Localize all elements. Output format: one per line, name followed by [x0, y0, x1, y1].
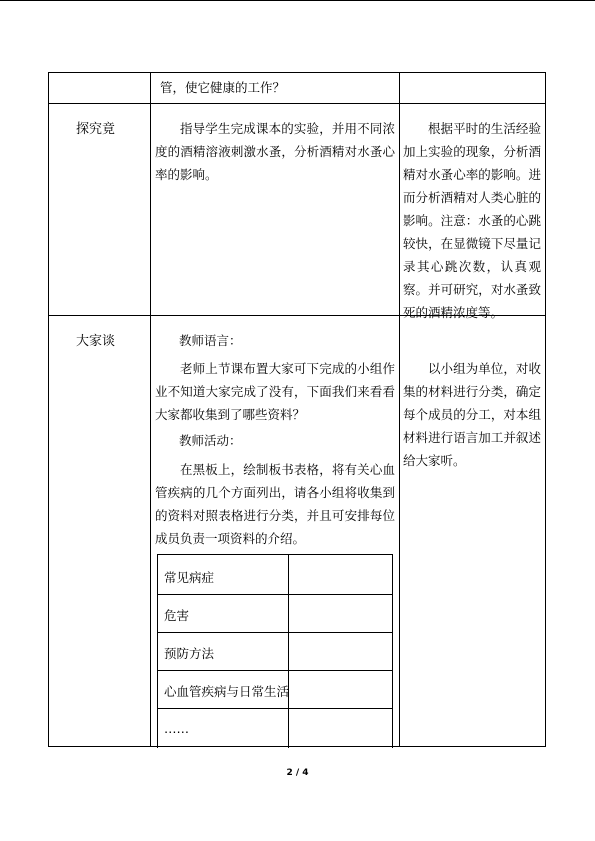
row2-teacher-heading-1: 教师语言：: [179, 333, 242, 348]
page-number: 2 / 4: [286, 768, 309, 778]
top-rule: [0, 0, 595, 1]
row1-label: 探究竟: [76, 122, 116, 137]
row-divider: [49, 103, 545, 104]
board-table: [157, 554, 393, 748]
lesson-table: [48, 72, 546, 747]
row2-teacher-text-1: 老师上节课布置大家可下完成的小组作业不知道大家完成了没有，下面我们来看看大家都收集到了哪些资料？: [155, 361, 395, 422]
column-divider: [399, 73, 400, 746]
row2-teacher-heading-2: 教师活动：: [179, 433, 242, 448]
row2-teacher-text-2: 在黑板上，绘制板书表格，将有关心血管疾病的几个方面列出，请各小组将收集到的资料对照表格进行分类，并且可安排每位成员负责一项资料的介绍。: [155, 462, 395, 546]
board-cell: ……: [164, 721, 189, 736]
board-row-divider: [158, 594, 392, 595]
board-row-divider: [158, 708, 392, 709]
row1-teacher-text: 指导学生完成课本的实验，并用不同浓度的酒精溶液刺激水蚤，分析酒精对水蚤心率的影响。: [155, 121, 395, 182]
board-cell: 预防方法: [164, 646, 215, 661]
board-cell: 常见病症: [164, 570, 215, 585]
board-cell: 心血管疾病与日常生活: [164, 684, 290, 699]
board-column-divider: [288, 555, 289, 748]
board-row-divider: [158, 632, 392, 633]
row2-label: 大家谈: [76, 334, 116, 349]
row1-student-text: 根据平时的生活经验加上实验的现象，分析酒精对水蚤心率的影响。进而分析酒精对人类心脏的影响。注意：水蚤的心跳较快，在显微镜下尽量记录其心跳次数，认真观察。并可研究，对水蚤致死的酒精浓度等。: [403, 121, 541, 320]
column-divider: [150, 73, 151, 746]
row0-teacher-text: 管，使它健康的工作？: [160, 80, 286, 95]
row2-student-text: 以小组为单位，对收集的材料进行分类，确定每个成员的分工，对本组材料进行语言加工并叙述给大家听。: [403, 361, 541, 468]
board-row-divider: [158, 670, 392, 671]
board-cell: 危害: [164, 608, 190, 623]
